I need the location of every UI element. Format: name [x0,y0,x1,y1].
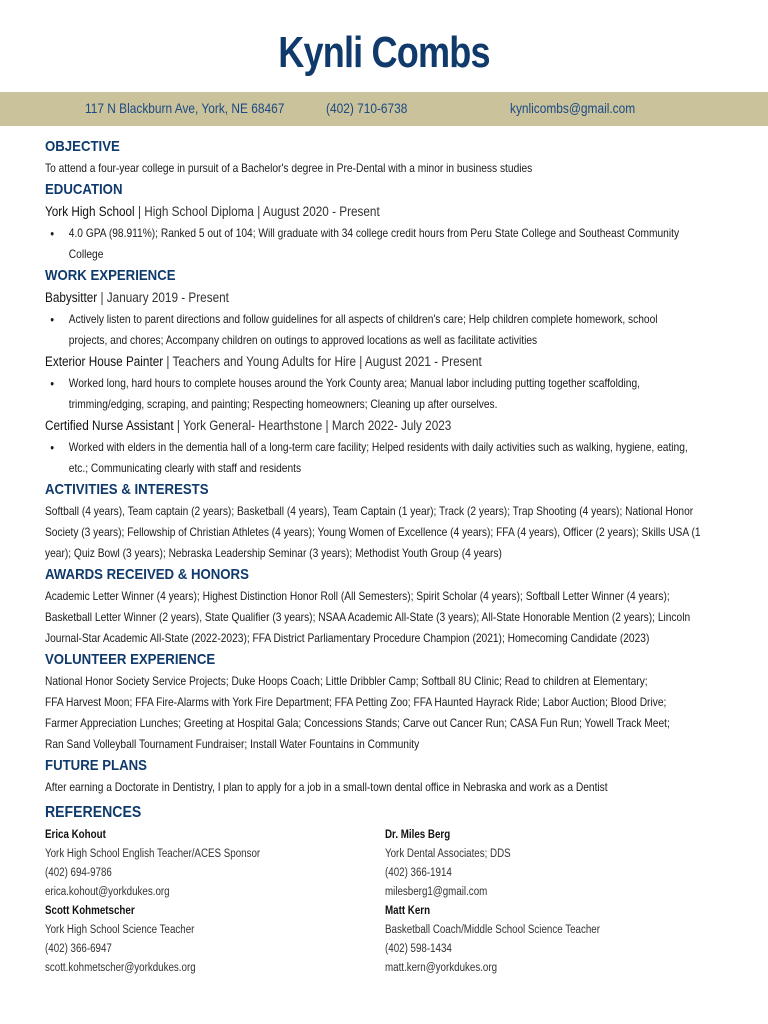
education-entry [45,201,637,223]
awards-line: Journal-Star Academic All-State (2022-2023); FFA District Parliamentary Procedure Champion (2021); Homecoming Candidate (2023) [45,631,650,645]
job-entry [45,351,637,373]
education-bullets [45,223,725,265]
reference-email[interactable]: matt.kern@yorkdukes.org [385,962,498,974]
job-detail: | January 2019 - Present [97,290,229,305]
job-detail: | York General- Hearthstone | March 2022- July 2023 [173,418,452,433]
reference-name: Erica Kohout [45,829,106,841]
reference-email[interactable]: erica.kohout@yorkdukes.org [45,886,170,898]
reference-role: York Dental Associates; DDS [385,848,511,860]
references-right-column [385,826,725,978]
volunteer-heading: VOLUNTEER EXPERIENCE [45,651,216,668]
job-entry [45,287,637,309]
education-detail: | High School Diploma | August 2020 - Present [134,204,380,219]
objective-heading: OBJECTIVE [45,138,120,155]
job-bullets [45,309,725,351]
objective-text: To attend a four-year college in pursuit of a Bachelor's degree in Pre-Dental with a minor in business studies [45,161,533,175]
bullet-line: 4.0 GPA (98.911%); Ranked 5 out of 104; Will graduate with 34 college credit hours from Peru State College and Southeast Community [68,226,680,240]
references-grid [45,826,725,978]
job-bullet [45,373,749,415]
activities-line: Society (3 years); Fellowship of Christian Athletes (4 years); Young Women of Excellence (4 years); FFA (4 years), Officer (2 years); Skills USA (1 [45,525,701,539]
school-name: York High School [45,204,135,219]
reference-phone: (402) 598-1434 [385,943,452,955]
volunteer-line: National Honor Society Service Projects; Duke Hoops Coach; Little Dribbler Camp; Softball 8U Clinic; Read to children at Elementary; [45,674,648,688]
reference-name: Matt Kern [385,905,431,917]
volunteer-line: Ran Sand Volleyball Tournament Fundraiser; Install Water Fountains in Community [45,737,420,751]
education-bullet [45,223,749,265]
reference-email[interactable]: scott.kohmetscher@yorkdukes.org [45,962,196,974]
job-role: Certified Nurse Assistant [45,418,174,433]
education-heading: EDUCATION [45,181,123,198]
work-heading: WORK EXPERIENCE [45,267,176,284]
activities-heading: ACTIVITIES & INTERESTS [45,481,209,498]
job-bullets [45,437,725,479]
reference-role: York High School Science Teacher [45,924,195,936]
reference-email[interactable]: milesberg1@gmail.com [385,886,488,898]
job-entry [45,415,637,437]
future-plans-text: After earning a Doctorate in Dentistry, I plan to apply for a job in a small-town dental office in Nebraska and work as a Dentist [45,780,608,794]
job-role: Babysitter [45,290,98,305]
activities-line: Softball (4 years), Team captain (2 years); Basketball (4 years), Team Captain (1 year); Track (2 years); Trap Shooting (4 years); National Honor [45,504,694,518]
reference-phone: (402) 366-1914 [385,867,452,879]
bullet-line: Worked with elders in the dementia hall of a long-term care facility; Helped residents with daily activities such as walking, hygiene, eating, [68,440,688,454]
job-bullet [45,309,749,351]
resume-content [45,136,725,978]
volunteer-line: FFA Harvest Moon; FFA Fire-Alarms with York Fire Department; FFA Petting Zoo; FFA Haunted Hayrack Ride; Labor Auction; Blood Drive; [45,695,667,709]
address-text: 117 N Blackburn Ave, York, NE 68467 [85,100,285,116]
job-bullets [45,373,725,415]
bullet-line: College [68,247,104,261]
reference-role: Basketball Coach/Middle School Science Teacher [385,924,600,936]
reference-name: Dr. Miles Berg [385,829,451,841]
bullet-line: Actively listen to parent directions and follow guidelines for all aspects of children's care; Help children complete homework, school [68,312,658,326]
volunteer-line: Farmer Appreciation Lunches; Greeting at Hospital Gala; Concessions Stands; Carve out Cancer Run; CASA Fun Run; Yowell Track Meet; [45,716,670,730]
job-bullet [45,437,749,479]
future-plans-heading: FUTURE PLANS [45,757,147,774]
references-heading: REFERENCES [45,804,142,821]
references-left-column [45,826,385,978]
bullet-line: trimming/edging, scraping, and painting; Respecting homeowners; Cleaning up after ourselves. [68,397,498,411]
awards-heading: AWARDS RECEIVED & HONORS [45,566,249,583]
reference-phone: (402) 694-9786 [45,867,112,879]
phone-text: (402) 710-6738 [326,100,408,116]
bullet-line: etc.; Communicating clearly with staff and residents [68,461,302,475]
bullet-line: Worked long, hard hours to complete houses around the York County area; Manual labor including putting together scaffolding, [68,376,641,390]
job-role: Exterior House Painter [45,354,164,369]
awards-line: Basketball Letter Winner (2 years), State Qualifier (3 years); NSAA Academic All-State (3 years); All-State Honorable Mention (2 years); Lincoln [45,610,691,624]
awards-line: Academic Letter Winner (4 years); Highest Distinction Honor Roll (All Semesters); Spirit Scholar (4 years); Softball Letter Winner (4 years); [45,589,670,603]
activities-line: year); Quiz Bowl (3 years); Nebraska Leadership Seminar (3 years); Methodist Youth Group (4 years) [45,546,502,560]
reference-phone: (402) 366-6947 [45,943,112,955]
contact-bar [0,92,768,126]
reference-role: York High School English Teacher/ACES Sponsor [45,848,261,860]
bullet-line: projects, and chores; Accompany children on outings to approved locations as well as facilitate activities [68,333,538,347]
job-detail: | Teachers and Young Adults for Hire | August 2021 - Present [163,354,482,369]
email-link[interactable]: kynlicombs@gmail.com [510,100,636,116]
reference-name: Scott Kohmetscher [45,905,135,917]
candidate-name: Kynli Combs [278,28,490,77]
